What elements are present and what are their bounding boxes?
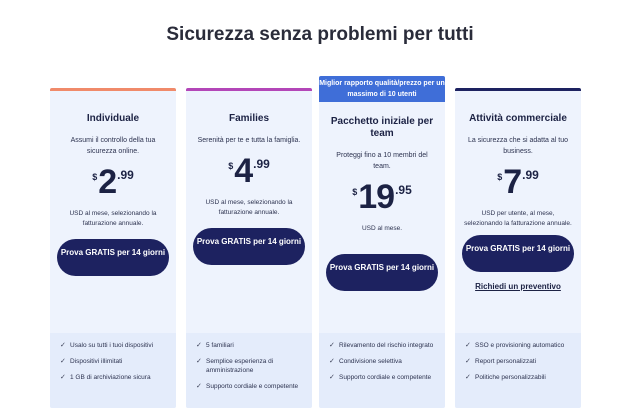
- feature-text: Usalo su tutti i tuoi dispositivi: [70, 342, 154, 349]
- plan-name: Families: [228, 113, 270, 124]
- plan-price: [192, 154, 306, 188]
- feature-item: [465, 341, 573, 350]
- plan-card-business: [455, 88, 581, 408]
- plan-card-individuale: [50, 88, 176, 408]
- check-icon: ✓: [329, 342, 335, 349]
- page-title: Sicurezza senza problemi per tutti: [166, 24, 474, 45]
- check-icon: ✓: [60, 374, 66, 381]
- plan-description: La sicurezza che si adatta al tuo business.: [467, 137, 568, 155]
- price-note: USD al mese.: [361, 225, 403, 232]
- feature-item: [465, 357, 573, 366]
- price-note: USD al mese, selezionando la fatturazione annuale.: [205, 199, 293, 216]
- feature-text: Semplice esperienza di amministrazione: [206, 358, 274, 374]
- plan-name: Attività commerciale: [469, 113, 567, 124]
- feature-item: [60, 341, 168, 350]
- feature-item: [465, 373, 573, 382]
- free-trial-button[interactable]: Prova GRATIS per 14 giorni: [462, 235, 574, 272]
- plan-price: [325, 180, 439, 214]
- price-decimal: .99: [253, 157, 270, 171]
- check-icon: ✓: [329, 358, 335, 365]
- request-quote-link[interactable]: Richiedi un preventivo: [475, 282, 561, 291]
- price-currency: $: [352, 187, 358, 197]
- feature-text: 5 familiari: [206, 342, 234, 349]
- price-decimal: .99: [522, 168, 539, 182]
- check-icon: ✓: [60, 358, 66, 365]
- best-value-banner: Miglior rapporto qualità/prezzo per un massimo di 10 utenti: [319, 76, 445, 102]
- feature-text: Politiche personalizzabili: [475, 374, 546, 381]
- price-integer: 4: [234, 152, 253, 190]
- price-currency: $: [228, 161, 234, 171]
- check-icon: ✓: [465, 358, 471, 365]
- plan-price: [56, 165, 170, 199]
- price-decimal: .99: [117, 168, 134, 182]
- feature-item: [329, 373, 437, 382]
- feature-item: [196, 357, 304, 375]
- price-currency: $: [92, 172, 98, 182]
- free-trial-button[interactable]: Prova GRATIS per 14 giorni: [193, 228, 305, 265]
- check-icon: ✓: [329, 374, 335, 381]
- plan-accent-bar: [455, 88, 581, 91]
- feature-text: Condivisione selettiva: [339, 358, 402, 365]
- plan-accent-bar: [50, 88, 176, 91]
- price-currency: $: [497, 172, 503, 182]
- check-icon: ✓: [196, 358, 202, 365]
- price-integer: 7: [503, 163, 522, 201]
- feature-text: Supporto cordiale e competente: [206, 383, 299, 390]
- price-decimal: .95: [395, 183, 412, 197]
- plan-description: Serenità per te e tutta la famiglia.: [197, 137, 301, 144]
- check-icon: ✓: [196, 383, 202, 390]
- plan-description: Assumi il controllo della tua sicurezza online.: [70, 137, 156, 155]
- plan-accent-bar: [186, 88, 312, 91]
- check-icon: ✓: [196, 342, 202, 349]
- feature-item: [196, 341, 304, 350]
- free-trial-button[interactable]: Prova GRATIS per 14 giorni: [57, 239, 169, 276]
- feature-list: [50, 333, 176, 408]
- feature-list: [319, 333, 445, 408]
- plan-price: [461, 165, 575, 199]
- plan-card-team: [319, 102, 445, 408]
- feature-text: Rilevamento del rischio integrato: [339, 342, 434, 349]
- price-note: USD al mese, selezionando la fatturazione annuale.: [69, 210, 157, 227]
- plan-name: Individuale: [86, 113, 140, 124]
- plan-description: Proteggi fino a 10 membri del team.: [336, 152, 428, 170]
- feature-item: [196, 382, 304, 391]
- check-icon: ✓: [465, 374, 471, 381]
- feature-text: Dispositivi illimitati: [70, 358, 123, 365]
- price-note: USD per utente, al mese, selezionando la fatturazione annuale.: [464, 210, 572, 227]
- feature-text: SSO e provisioning automatico: [475, 342, 565, 349]
- price-integer: 2: [98, 163, 117, 201]
- price-integer: 19: [358, 178, 395, 216]
- feature-text: Report personalizzati: [475, 358, 537, 365]
- check-icon: ✓: [465, 342, 471, 349]
- feature-item: [329, 357, 437, 366]
- feature-text: Supporto cordiale e competente: [339, 374, 432, 381]
- feature-item: [329, 341, 437, 350]
- check-icon: ✓: [60, 342, 66, 349]
- plan-card-families: [186, 88, 312, 408]
- feature-item: [60, 373, 168, 382]
- feature-item: [60, 357, 168, 366]
- feature-list: [455, 333, 581, 408]
- feature-text: 1 GB di archiviazione sicura: [70, 374, 151, 381]
- feature-list: [186, 333, 312, 408]
- plan-name: Pacchetto iniziale per team: [330, 116, 434, 139]
- free-trial-button[interactable]: Prova GRATIS per 14 giorni: [326, 254, 438, 291]
